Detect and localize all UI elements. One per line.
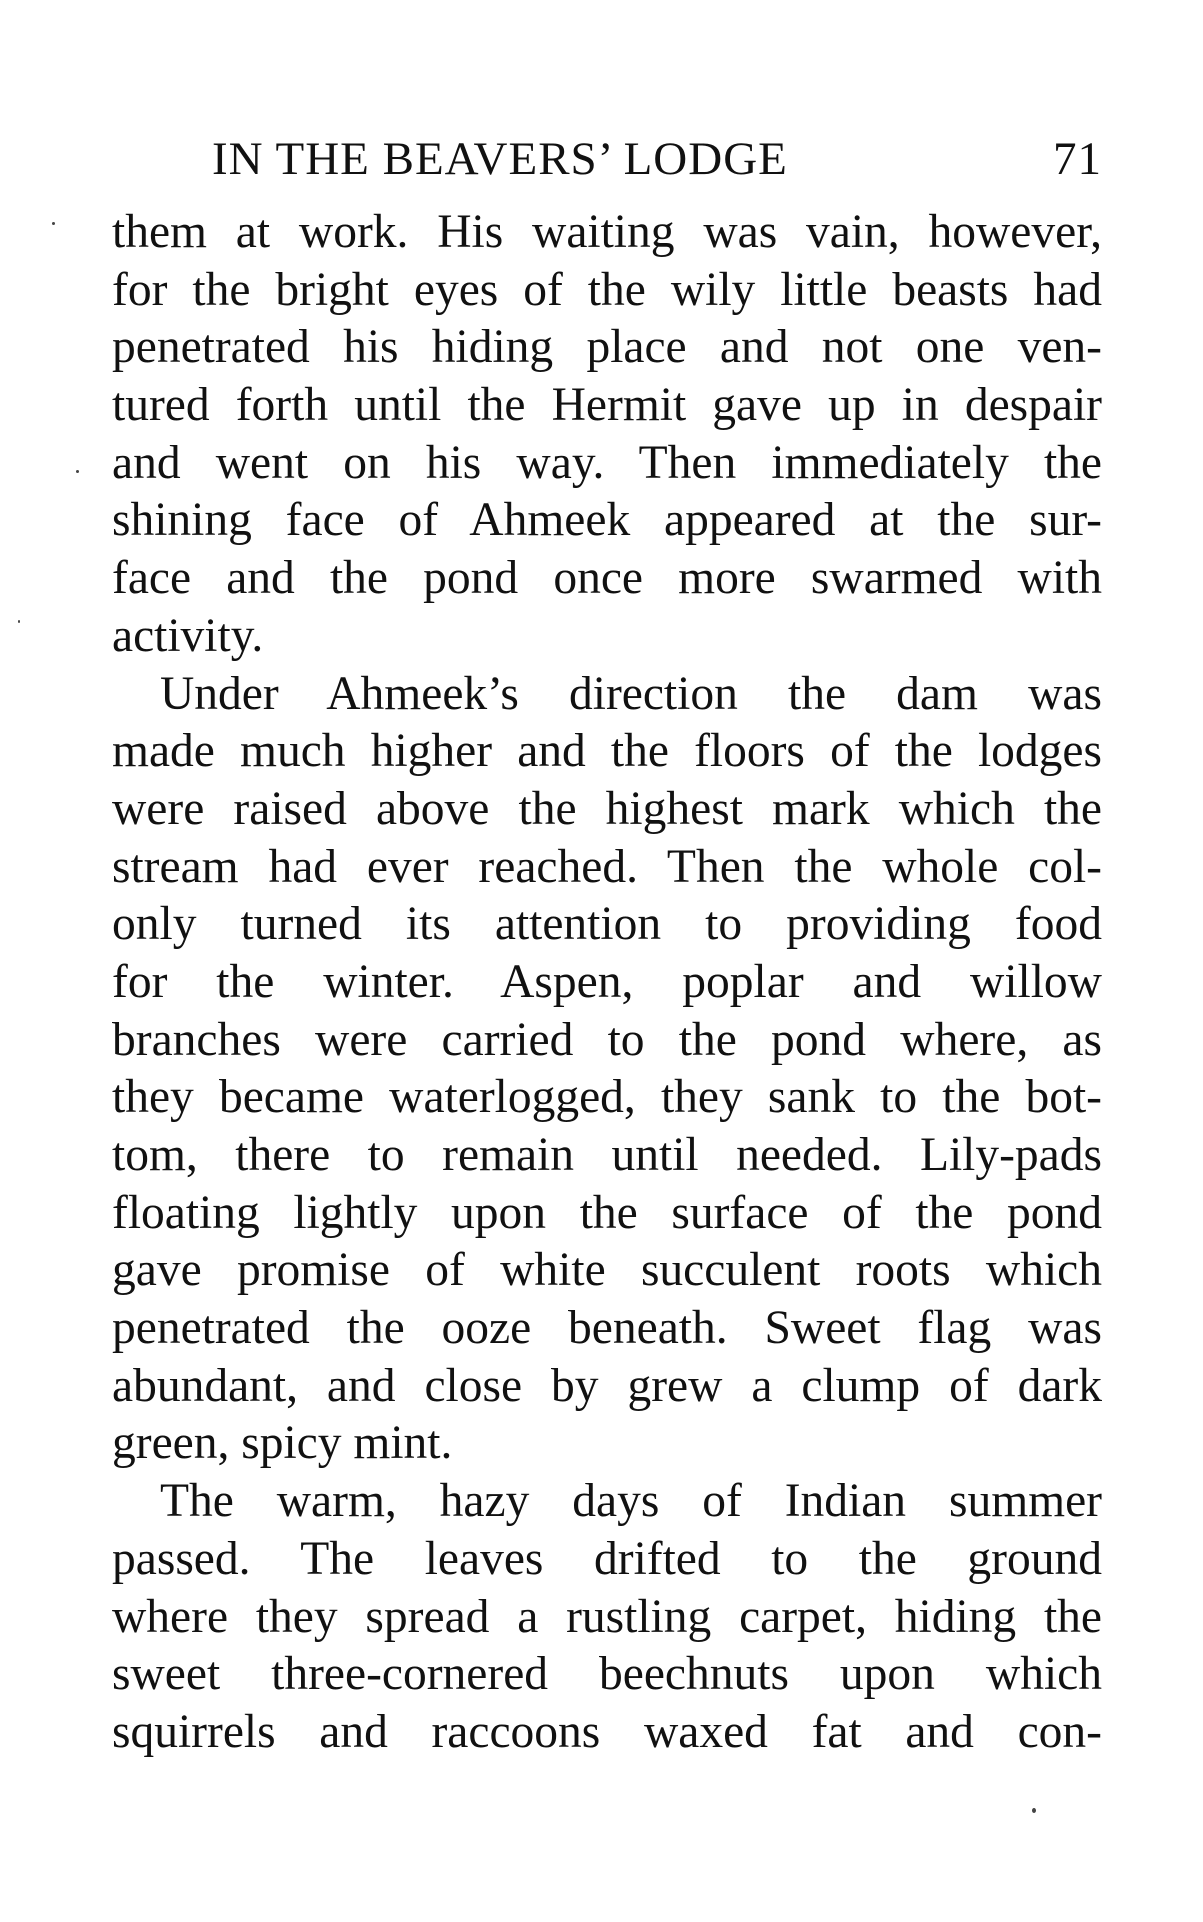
text-line: abundant, and close by grew a clump of dark <box>112 1359 1102 1412</box>
text-line: floating lightly upon the surface of the pond <box>112 1186 1102 1239</box>
text-line: where they spread a rustling carpet, hiding the <box>112 1590 1102 1643</box>
paragraph <box>112 204 1102 666</box>
text-line: face and the pond once more swarmed with <box>112 552 1102 605</box>
text-line: green, spicy mint. <box>112 1417 453 1470</box>
text-line: made much higher and the floors of the lodges <box>112 725 1102 778</box>
text-line: for the bright eyes of the wily little beasts had <box>112 263 1102 316</box>
scan-speck <box>52 222 55 225</box>
text-line: sweet three-cornered beechnuts upon which <box>112 1648 1102 1701</box>
body-text <box>112 204 1102 1762</box>
scan-speck <box>18 620 20 623</box>
text-line: only turned its attention to providing food <box>112 898 1102 951</box>
text-line: tom, there to remain until needed. Lily-pads <box>112 1129 1102 1181</box>
text-line: Under Ahmeek’s direction the dam was <box>160 667 1102 720</box>
text-line: activity. <box>112 609 264 662</box>
text-line: were raised above the highest mark which the <box>112 782 1102 835</box>
text-line: penetrated his hiding place and not one ven- <box>112 321 1102 374</box>
paragraph <box>112 666 1102 1474</box>
text-line: and went on his way. Then immediately the <box>112 436 1102 489</box>
running-head-title: IN THE BEAVERS’ LODGE <box>212 133 788 185</box>
text-line: for the winter. Aspen, poplar and willow <box>112 955 1102 1008</box>
text-line: branches were carried to the pond where, as <box>112 1013 1102 1066</box>
scan-speck <box>76 470 79 473</box>
text-line: squirrels and raccoons waxed fat and con- <box>112 1705 1102 1758</box>
text-line: The warm, hazy days of Indian summer <box>160 1475 1102 1528</box>
text-line: stream had ever reached. Then the whole col- <box>112 840 1102 893</box>
page-number: 71 <box>1053 133 1102 185</box>
text-line: penetrated the ooze beneath. Sweet flag was <box>112 1302 1102 1355</box>
running-head <box>112 132 1102 192</box>
text-line: passed. The leaves drifted to the ground <box>112 1532 1102 1585</box>
text-line: gave promise of white succulent roots which <box>112 1244 1102 1297</box>
text-line: they became waterlogged, they sank to the bot- <box>112 1071 1102 1124</box>
paragraph <box>112 1473 1102 1761</box>
text-line: shining face of Ahmeek appeared at the sur- <box>112 494 1102 547</box>
text-line: tured forth until the Hermit gave up in despair <box>112 379 1102 432</box>
scan-speck <box>1032 1808 1036 1813</box>
text-line: them at work. His waiting was vain, however, <box>112 206 1102 258</box>
